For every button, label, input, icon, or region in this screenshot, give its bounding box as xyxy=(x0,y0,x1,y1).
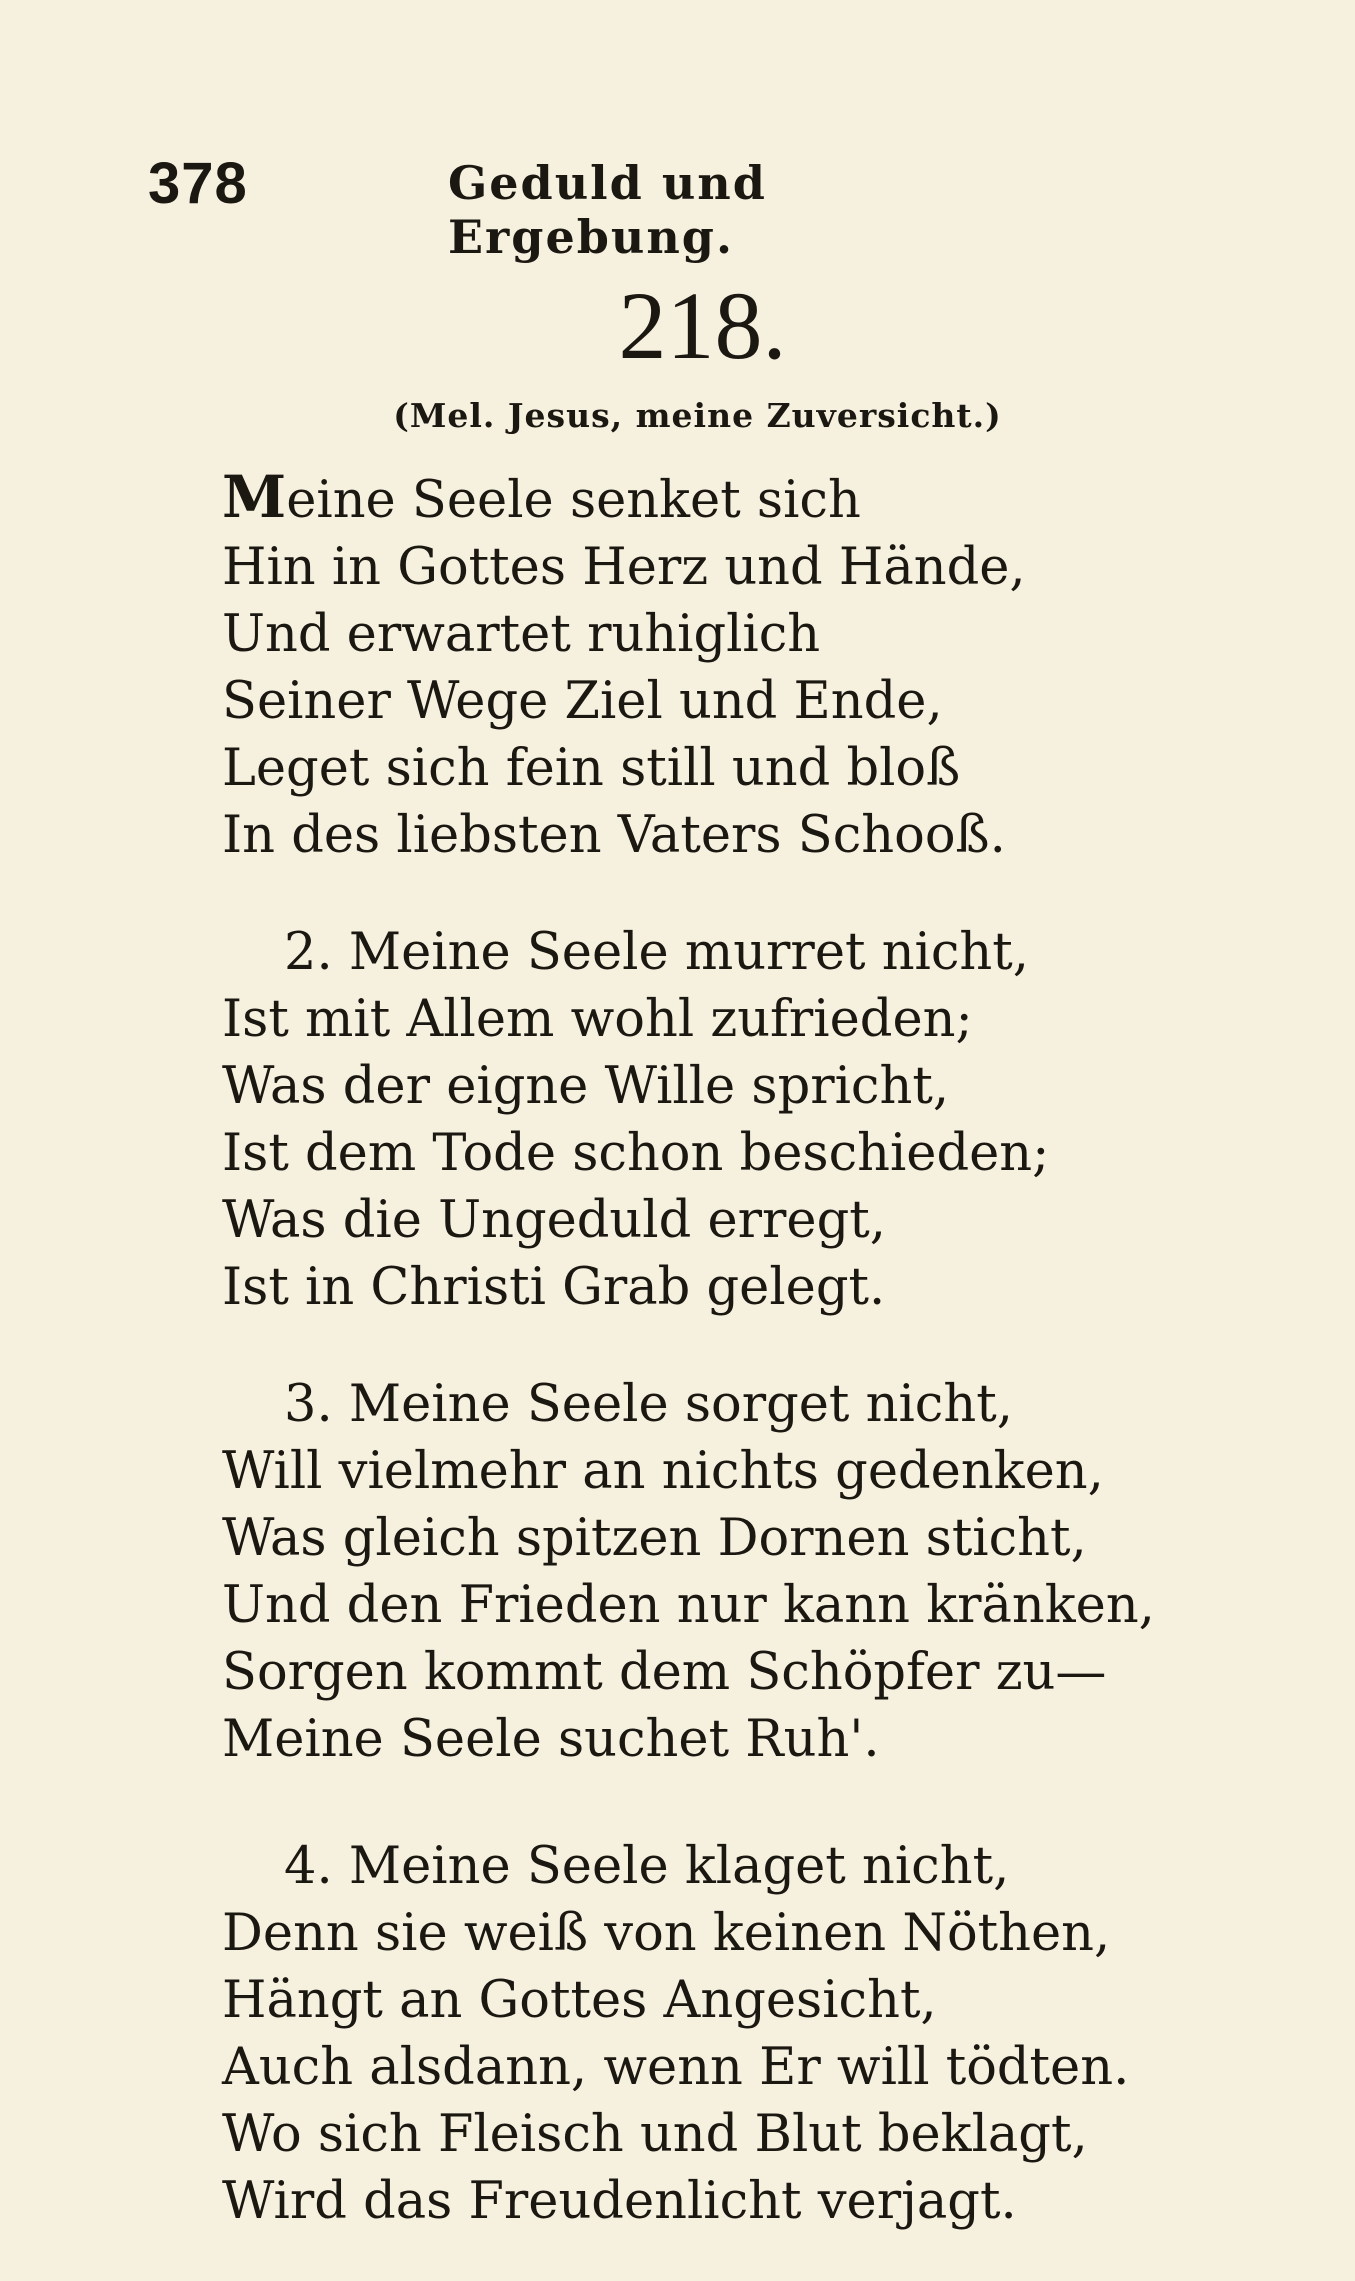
stanza-number: 4. xyxy=(284,1837,333,1896)
stanza-line: 3. Meine Seele sorget nicht, xyxy=(284,1375,1013,1434)
stanza-line: Wo sich Fleisch und Blut beklagt, xyxy=(222,2105,1088,2164)
stanza-line: Was der eigne Wille spricht, xyxy=(222,1057,950,1116)
stanza-number: 2. xyxy=(284,923,333,982)
stanza-line: Was die Ungeduld erregt, xyxy=(222,1191,886,1250)
stanza-gap xyxy=(222,869,1222,919)
drop-initial: M xyxy=(222,463,287,531)
stanza-line: Leget sich fein still und bloß xyxy=(222,739,961,798)
stanza-line: Ist mit Allem wohl zufrieden; xyxy=(222,990,973,1049)
stanza-line: Meine Seele senket sich xyxy=(222,463,861,531)
stanza-gap xyxy=(222,1321,1222,1371)
stanza-line: Auch alsdann, wenn Er will tödten. xyxy=(222,2038,1130,2097)
stanza-line: 4. Meine Seele klaget nicht, xyxy=(284,1837,1010,1896)
stanza-line: Was gleich spitzen Dornen sticht, xyxy=(222,1509,1087,1568)
stanza-line: Will vielmehr an nichts gedenken, xyxy=(222,1442,1104,1501)
stanza-line: 2. Meine Seele murret nicht, xyxy=(284,923,1029,982)
stanza-line: Sorgen kommt dem Schöpfer zu— xyxy=(222,1643,1107,1702)
stanza-line: Seiner Wege Ziel und Ende, xyxy=(222,672,943,731)
stanza-line: Hin in Gottes Herz und Hände, xyxy=(222,538,1026,597)
stanza-2 xyxy=(222,919,1222,1321)
page-number: 378 xyxy=(148,151,248,216)
page-header xyxy=(148,150,1018,264)
stanza-line: Und den Frieden nur kann kränken, xyxy=(222,1576,1155,1635)
stanza-line: Ist in Christi Grab gelegt. xyxy=(222,1258,886,1317)
stanza-number: 3. xyxy=(284,1375,333,1434)
stanza-gap xyxy=(222,1773,1222,1833)
stanza-3 xyxy=(222,1371,1222,1773)
stanza-line: In des liebsten Vaters Schooß. xyxy=(222,806,1006,865)
melody-reference: (Mel. Jesus, meine Zuversicht.) xyxy=(393,396,1002,435)
running-head: Geduld und Ergebung. xyxy=(448,156,767,264)
stanza-line: Denn sie weiß von keinen Nöthen, xyxy=(222,1904,1111,1963)
stanza-line: Und erwartet ruhiglich xyxy=(222,605,821,664)
stanza-4 xyxy=(222,1833,1222,2235)
stanza-line: Hängt an Gottes Angesicht, xyxy=(222,1971,937,2030)
stanza-line: Wird das Freudenlicht verjagt. xyxy=(222,2172,1017,2231)
hymn-number: 218. xyxy=(618,272,787,379)
stanza-1 xyxy=(222,464,1222,869)
stanza-line: Ist dem Tode schon beschieden; xyxy=(222,1124,1050,1183)
stanza-line: Meine Seele suchet Ruh'. xyxy=(222,1710,880,1769)
hymn-text xyxy=(222,464,1222,2235)
